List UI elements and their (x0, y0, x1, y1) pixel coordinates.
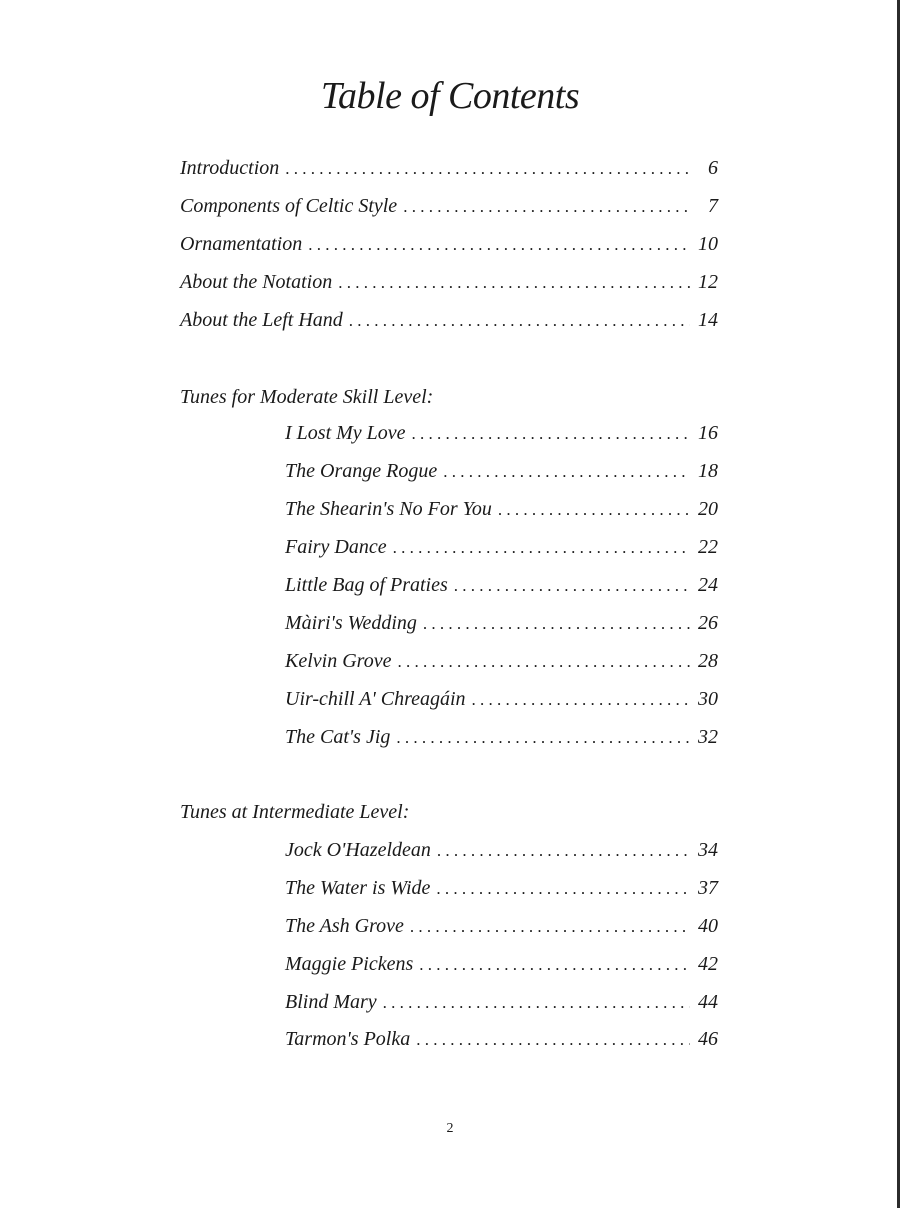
toc-entry[interactable] (285, 1028, 718, 1058)
toc-entry-page: 20 (698, 498, 718, 520)
toc-entry-page: 24 (698, 574, 718, 596)
toc-entry-page: 28 (698, 650, 718, 672)
toc-entry-page: 44 (698, 991, 718, 1013)
toc-entry-label: About the Left Hand (180, 309, 343, 331)
toc-entry[interactable] (180, 233, 718, 263)
toc-entry[interactable] (285, 422, 718, 452)
toc-entry-page: 32 (698, 726, 718, 748)
toc-entry-page: 16 (698, 422, 718, 444)
toc-entry-label: Little Bag of Praties (285, 574, 448, 596)
dot-leader (437, 841, 690, 861)
dot-leader (412, 424, 690, 444)
toc-entry[interactable] (180, 195, 718, 225)
toc-entry-label: The Shearin's No For You (285, 498, 492, 520)
dot-leader (383, 993, 690, 1013)
toc-entry-page: 7 (708, 195, 718, 217)
toc-entry[interactable] (285, 574, 718, 604)
toc-entry-label: Kelvin Grove (285, 650, 392, 672)
dot-leader (308, 235, 690, 255)
toc-entry-page: 40 (698, 915, 718, 937)
toc-entry-label: The Orange Rogue (285, 460, 438, 482)
toc-entry-page: 14 (698, 309, 718, 331)
toc-entry[interactable] (285, 688, 718, 718)
toc-entry-page: 10 (698, 233, 718, 255)
toc-entry-page: 34 (698, 839, 718, 861)
toc-entry[interactable] (285, 726, 718, 756)
dot-leader (454, 576, 690, 596)
toc-entry[interactable] (285, 498, 718, 528)
section-heading-intermediate: Tunes at Intermediate Level: (180, 801, 410, 823)
toc-entry[interactable] (180, 309, 718, 339)
dot-leader (338, 273, 690, 293)
dot-leader (443, 462, 690, 482)
toc-entry-page: 12 (698, 271, 718, 293)
toc-entry-label: Introduction (180, 157, 280, 179)
dot-leader (349, 311, 690, 331)
toc-entry-page: 30 (698, 688, 718, 710)
dot-leader (436, 879, 690, 899)
page-number: 2 (446, 1121, 454, 1136)
toc-entry-label: The Ash Grove (285, 915, 404, 937)
dot-leader (393, 538, 690, 558)
toc-entry-label: Maggie Pickens (285, 953, 414, 975)
toc-entry[interactable] (285, 877, 718, 907)
dot-leader (416, 1030, 690, 1050)
toc-entry-label: Màiri's Wedding (285, 612, 417, 634)
page-title: Table of Contents (320, 75, 580, 117)
toc-entry-label: Fairy Dance (285, 536, 387, 558)
toc-entry-label: Uir-chill A' Chreagáin (285, 688, 466, 710)
toc-entry-label: The Water is Wide (285, 877, 431, 899)
toc-entry-page: 26 (698, 612, 718, 634)
toc-entry-label: Blind Mary (285, 991, 377, 1013)
section-heading-moderate: Tunes for Moderate Skill Level: (180, 386, 434, 408)
toc-entry-label: The Cat's Jig (285, 726, 391, 748)
dot-leader (410, 917, 690, 937)
toc-entry-label: Jock O'Hazeldean (285, 839, 431, 861)
dot-leader (397, 652, 690, 672)
toc-entry-label: I Lost My Love (285, 422, 406, 444)
toc-entry-page: 6 (708, 157, 718, 179)
dot-leader (419, 955, 690, 975)
dot-leader (498, 500, 690, 520)
toc-entry-page: 37 (698, 877, 718, 899)
toc-entry[interactable] (285, 915, 718, 945)
toc-entry[interactable] (285, 839, 718, 869)
toc-entry[interactable] (180, 157, 718, 187)
toc-entry[interactable] (285, 650, 718, 680)
toc-entry-page: 22 (698, 536, 718, 558)
toc-entry-page: 46 (698, 1028, 718, 1050)
toc-entry-page: 42 (698, 953, 718, 975)
toc-entry[interactable] (285, 612, 718, 642)
toc-entry-page: 18 (698, 460, 718, 482)
toc-entry[interactable] (285, 953, 718, 983)
toc-entry[interactable] (285, 460, 718, 490)
toc-entry-label: Ornamentation (180, 233, 303, 255)
dot-leader (403, 197, 690, 217)
toc-entry-label: Components of Celtic Style (180, 195, 398, 217)
toc-entry-label: About the Notation (180, 271, 333, 293)
toc-entry-label: Tarmon's Polka (285, 1028, 411, 1050)
dot-leader (396, 728, 690, 748)
dot-leader (472, 690, 690, 710)
dot-leader (285, 159, 690, 179)
toc-entry[interactable] (180, 271, 718, 301)
toc-entry[interactable] (285, 991, 718, 1021)
dot-leader (423, 614, 690, 634)
toc-entry[interactable] (285, 536, 718, 566)
